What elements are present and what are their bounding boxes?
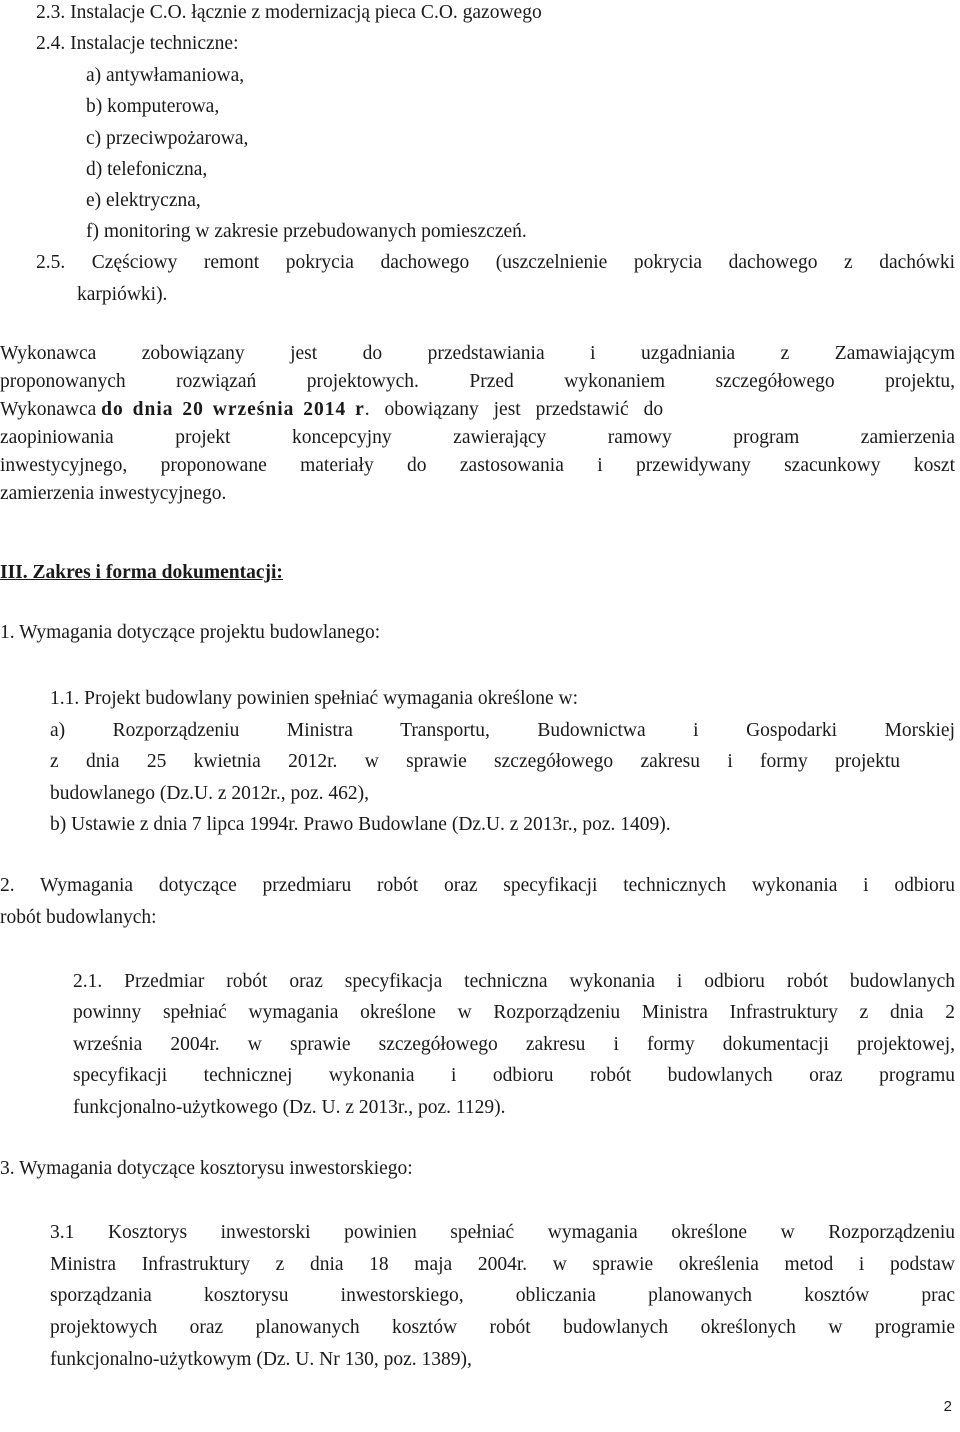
req2-line2: robót budowlanych:	[0, 907, 157, 928]
sub-item-f: f) monitoring w zakresie przebudowanych pomieszczeń.	[86, 221, 527, 242]
sub-item-e: e) elektryczna,	[86, 190, 201, 211]
req3-1-line4: projektowych oraz planowanych kosztów robót budowlanych określonych w programie	[50, 1317, 955, 1338]
req1-1-a-line3: budowlanego (Dz.U. z 2012r., poz. 462),	[50, 783, 369, 804]
contractor-para-line3-rest: . obowiązany jest przedstawić do	[364, 399, 664, 420]
req2-line1: 2. Wymagania dotyczące przedmiaru robót oraz specyfikacji technicznych wykonania i odbioru	[0, 875, 955, 896]
section-iii-heading: III. Zakres i forma dokumentacji:	[0, 562, 283, 583]
req2-1-line1: 2.1. Przedmiar robót oraz specyfikacja techniczna wykonania i odbioru robót budowlanych	[73, 971, 955, 992]
contractor-para-line5: inwestycyjnego, proponowane materiały do zastosowania i przewidywany szacunkowy koszt	[0, 455, 955, 476]
item-2-4: 2.4. Instalacje techniczne:	[36, 33, 239, 54]
item-2-3: 2.3. Instalacje C.O. łącznie z modernizacją pieca C.O. gazowego	[36, 2, 542, 23]
req2-1-line3: września 2004r. w sprawie szczegółowego zakresu i formy dokumentacji projektowej,	[73, 1034, 955, 1055]
req1-1-intro: 1.1. Projekt budowlany powinien spełniać wymagania określone w:	[50, 688, 579, 709]
contractor-para-line1: Wykonawca zobowiązany jest do przedstawiania i uzgadniania z Zamawiającym	[0, 343, 955, 364]
req3-1-line5: funkcjonalno-użytkowym (Dz. U. Nr 130, poz. 1389),	[50, 1349, 472, 1370]
req3-1-line2: Ministra Infrastruktury z dnia 18 maja 2004r. w sprawie określenia metod i podstaw	[50, 1254, 955, 1275]
req1-1-b: b) Ustawie z dnia 7 lipca 1994r. Prawo Budowlane (Dz.U. z 2013r., poz. 1409).	[50, 814, 671, 835]
req2-1-line2: powinny spełniać wymagania określone w Rozporządzeniu Ministra Infrastruktury z dnia 2	[73, 1002, 955, 1023]
sub-item-a: a) antywłamaniowa,	[86, 65, 245, 86]
sub-item-c: c) przeciwpożarowa,	[86, 128, 249, 149]
req3-1-line1: 3.1 Kosztorys inwestorski powinien spełniać wymagania określone w Rozporządzeniu	[50, 1222, 955, 1243]
deadline-date: do dnia 20 września 2014 r	[101, 399, 365, 420]
sub-item-d: d) telefoniczna,	[86, 159, 208, 180]
req1-1-a-line1: a) Rozporządzeniu Ministra Transportu, Budownictwa i Gospodarki Morskiej	[50, 720, 955, 741]
contractor-para-line4: zaopiniowania projekt koncepcyjny zawierający ramowy program zamierzenia	[0, 427, 955, 448]
contractor-para-line3	[0, 395, 955, 425]
contractor-para-line3-text: Wykonawca	[0, 399, 102, 420]
contractor-para-line6: zamierzenia inwestycyjnego.	[0, 483, 227, 504]
contractor-para-line2: proponowanych rozwiązań projektowych. Przed wykonaniem szczegółowego projektu,	[0, 371, 955, 392]
req1-title: 1. Wymagania dotyczące projektu budowlanego:	[0, 622, 381, 643]
req3-1-line3: sporządzania kosztorysu inwestorskiego, obliczania planowanych kosztów prac	[50, 1285, 955, 1306]
item-2-5-line1: 2.5. Częściowy remont pokrycia dachowego (uszczelnienie pokrycia dachowego z dachówki	[36, 252, 955, 273]
req1-1-a-line2: z dnia 25 kwietnia 2012r. w sprawie szczegółowego zakresu i formy projektu	[50, 751, 900, 772]
req2-1-line5: funkcjonalno-użytkowego (Dz. U. z 2013r., poz. 1129).	[73, 1097, 506, 1118]
req2-1-line4: specyfikacji technicznej wykonania i odbioru robót budowlanych oraz programu	[73, 1065, 955, 1086]
page-number: 2	[943, 1398, 952, 1415]
sub-item-b: b) komputerowa,	[86, 96, 220, 117]
req3-title: 3. Wymagania dotyczące kosztorysu inwestorskiego:	[0, 1158, 413, 1179]
item-2-5-line2: karpiówki).	[77, 284, 168, 305]
